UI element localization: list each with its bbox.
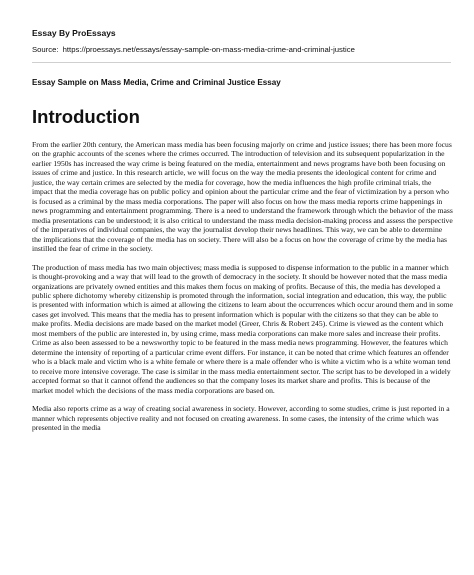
essay-body bbox=[32, 140, 453, 442]
source-label: Source: bbox=[32, 45, 59, 54]
paragraph: Media also reports crime as a way of creating social awareness in society. However, according to some studies, crime is just reported in a manner which represents objective reality and not focused on creating awareness. In some cases, the intensity of the crime which was presented in the media bbox=[32, 404, 450, 433]
paragraph: From the earlier 20th century, the American mass media has been focusing majorly on crime and justice issues; there has been more focus on the graphic accounts of the scenes where the crimes occurred. The introduction of television and its subsequent popularization in the earlier 1950s has increased the way crime is being featured on the media, entertainment and news programs have both been focusing on issues of crime and justice. In this research article, we will focus on the way the media presents the ideological content for crime and justice, the way certain crimes are selected by the media for coverage, how the media influences the high profile criminal trials, the impact that the media coverage has on public policy and opinion about the particular crime and the fear of victimization by a person who is focused as a criminal by the mass media corporations. The paper will also focus on how the mass media reports crime happenings in news programming and entertainment programming. There is a need to understand the framework through which the behavior of the mass media presentations can be understood; it is also critical to understand the mass media decision-making process and assess the perspective of the imperatives of individual companies, the way the journalist develop their news headlines. This way, we can be able to determine the implications that the coverage of the media has on society. There will also be a focus on how the coverage of crime by the media has instilled the fear of crime in the society. bbox=[32, 140, 453, 253]
section-heading: Introduction bbox=[32, 106, 140, 127]
source-url: https://proessays.net/essays/essay-sample-on-mass-media-crime-and-criminal-justice bbox=[62, 45, 355, 54]
source-line bbox=[32, 45, 452, 54]
site-title: Essay By ProEssays bbox=[32, 28, 116, 38]
essay-title: Essay Sample on Mass Media, Crime and Criminal Justice Essay bbox=[32, 78, 281, 87]
header-divider bbox=[32, 62, 451, 63]
paragraph: The production of mass media has two main objectives; mass media is supposed to dispense information to the public in a manner which is thought-provoking and a way that will lead to the growth of democracy in the society. It should be however noted that the mass media organizations are privately owned entities and this makes them focus on making of profits. Because of this, the media has developed a public sphere dichotomy whereby citizenship is promoted through the information, social integration and education, this way, the public is presented with information which is aimed at allowing the citizens to learn about the occurrences which occur around them and in some cases get involved. This means that the media has to present information which is popular with the citizens so that they can be able to make profits. Media decisions are made based on the market model (Greer, Chris & Robert 245). Crime is viewed as the content which most members of the public are interested in, by using crime, mass media corporations can make more sales and increase their profits. Crime as also been assessed to be a newsworthy topic to be featured in the mass media news programming. However, the features which determine the intensity of reporting of a particular crime event differs. For instance, it can be noted that crime which features an offender who is a black male and victim who is a white female or where there is a male offender who is white a victim who is a white woman tend to receive more intensive coverage. The case is similar in the mass media entertainment sector. The script has to be developed in a widely accepted format so that it cannot offend the audiences so that the company loses its market share and profits. This is because of the market model which the decisions of the mass media corporations are based on. bbox=[32, 262, 453, 395]
